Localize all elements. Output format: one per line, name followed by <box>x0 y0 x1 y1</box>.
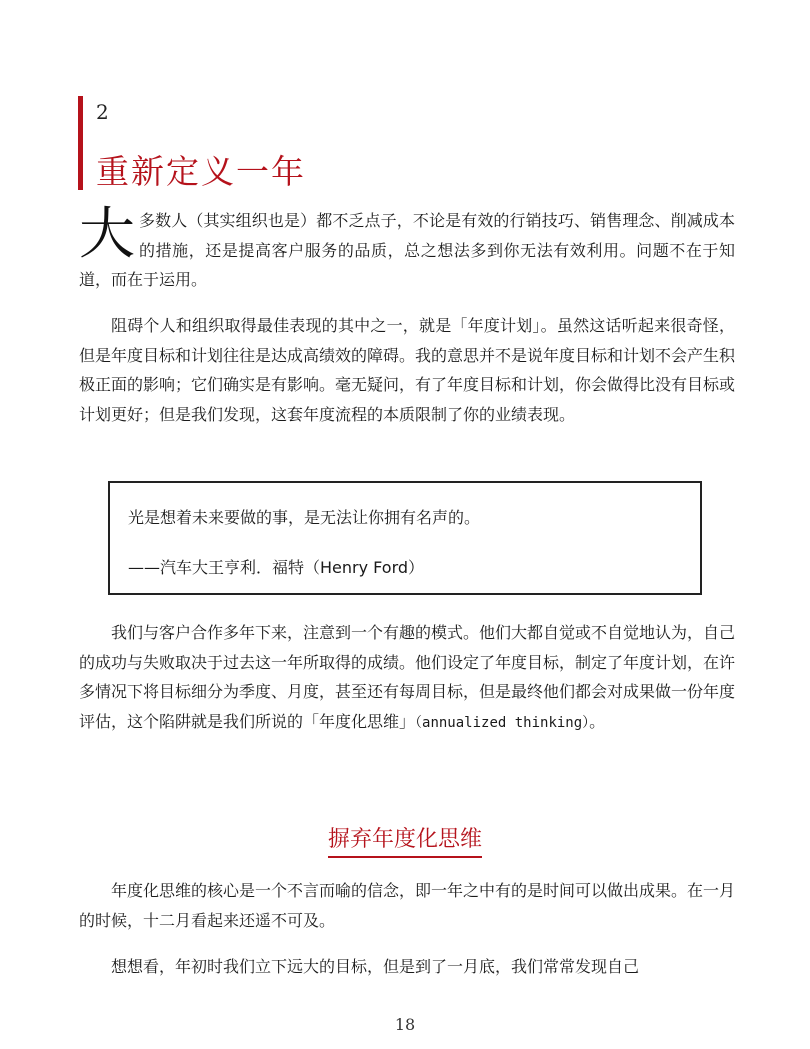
chapter-title: 重新定义一年 <box>96 152 306 191</box>
chapter-number: 2 <box>96 100 109 124</box>
annualized-thinking-term: （annualized thinking） <box>415 714 590 731</box>
chapter-accent-bar <box>78 96 83 190</box>
drop-cap: 大 <box>79 202 135 267</box>
paragraph-think-about: 想想看，年初时我们立下远大的目标，但是到了一月底，我们常常发现自己 <box>111 957 640 976</box>
quote-attribution: ——汽车大王亨利．福特（Henry Ford） <box>128 558 425 577</box>
paragraph-core-belief: 年度化思维的核心是一个不言而喻的信念，即一年之中有的是时间可以做出成果。在一月的时候，十二月看起来还遥不可及。 <box>79 881 736 930</box>
paragraph-pattern-end: 。 <box>589 711 606 731</box>
paragraph-pattern <box>79 618 735 738</box>
section-heading-text: 摒弃年度化思维 <box>328 827 482 858</box>
intro-paragraph <box>79 202 735 295</box>
section-heading <box>0 822 810 853</box>
quote-box <box>108 481 702 595</box>
page-number: 18 <box>394 1015 416 1034</box>
paragraph-pattern-text: 我们与客户合作多年下来，注意到一个有趣的模式。他们大都自觉或不自觉地认为，自己的成功与失败取决于过去这一年所取得的成绩。他们设定了年度目标，制定了年度计划，在许多情况下将目标细分为季度、月度，甚至还有每周目标，但是最终他们都会对成果做一份年度评估，这个陷阱就是我们所说的「年度化思维」 <box>79 623 736 731</box>
paragraph-annual-plan: 阻碍个人和组织取得最佳表现的其中之一，就是「年度计划」。虽然这话听起来很奇怪，但是年度目标和计划往往是达成高绩效的障碍。我的意思并不是说年度目标和计划不会产生积极正面的影响；它们确实是有影响。毫无疑问，有了年度目标和计划，你会做得比没有目标或计划更好；但是我们发现，这套年度流程的本质限制了你的业绩表现。 <box>79 316 736 424</box>
intro-text: 多数人（其实组织也是）都不乏点子，不论是有效的行销技巧、销售理念、削减成本的措施，还是提高客户服务的品质，总之想法多到你无法有效利用。问题不在于知道，而在于运用。 <box>79 211 735 289</box>
quote-text: 光是想着未来要做的事，是无法让你拥有名声的。 <box>128 508 481 527</box>
